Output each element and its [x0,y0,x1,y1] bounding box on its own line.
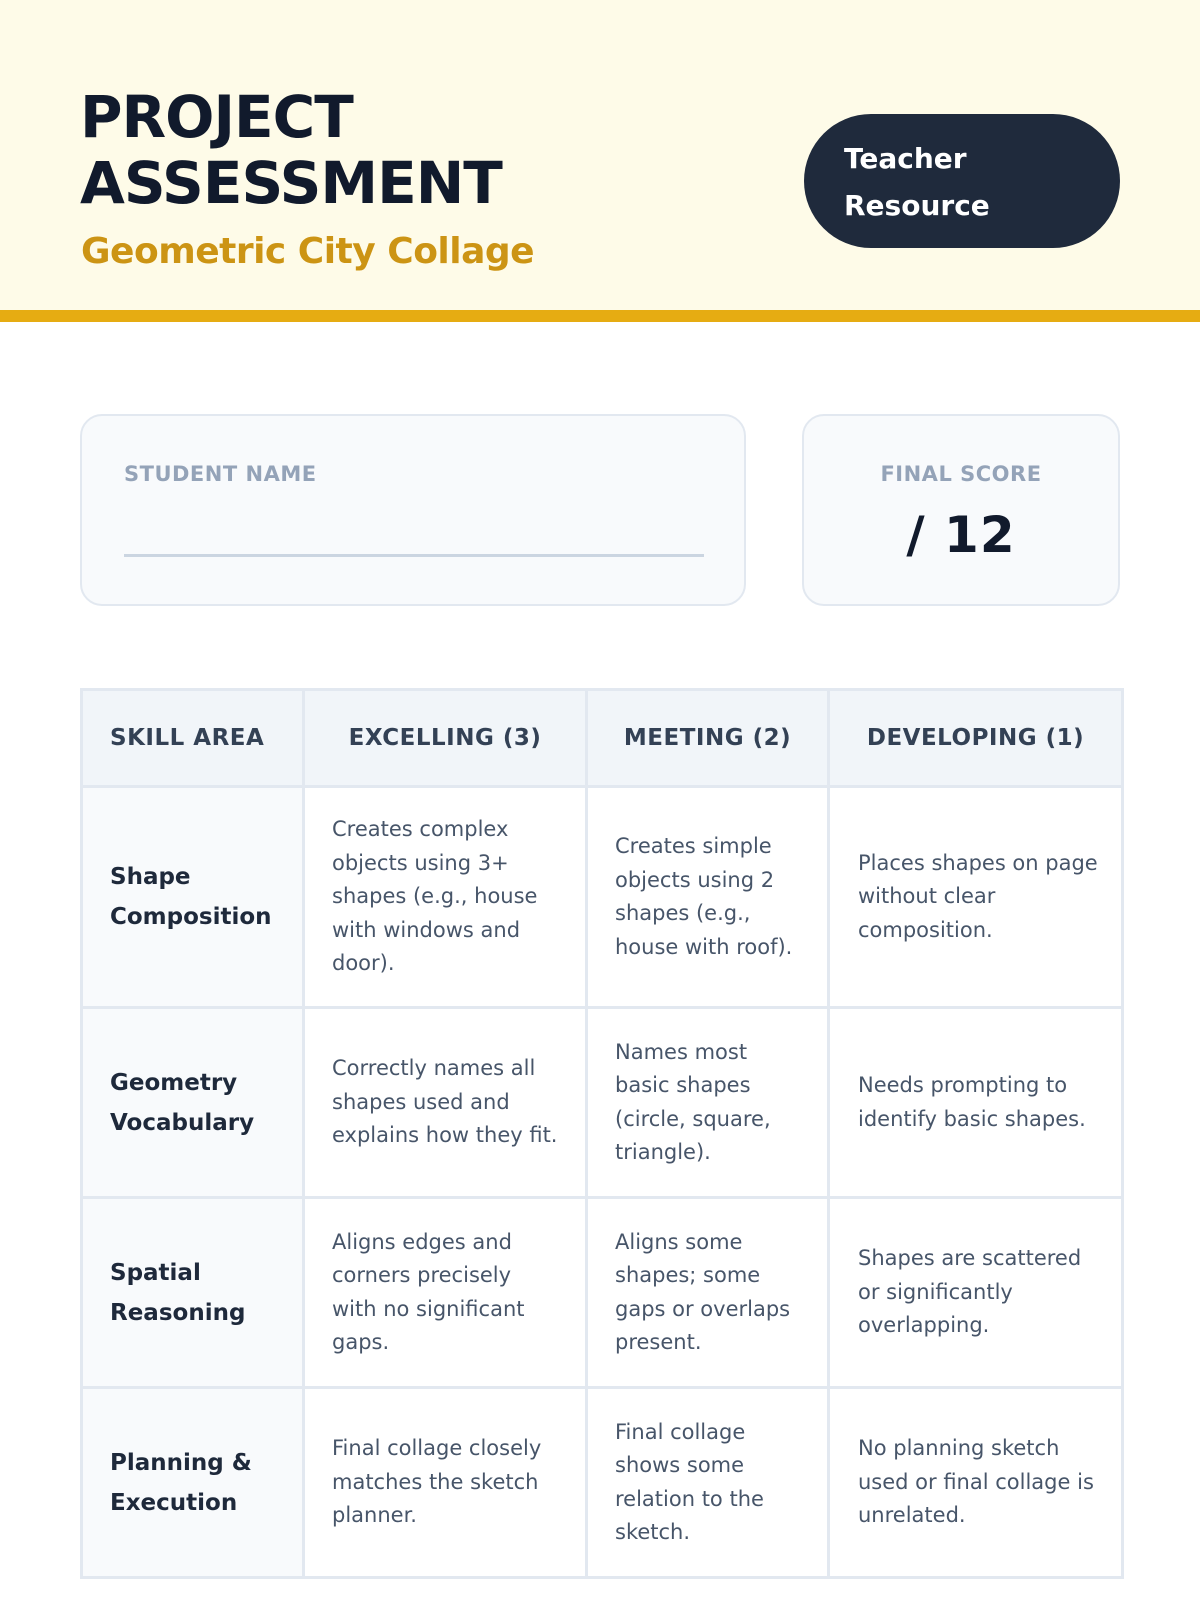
final-score-card [802,414,1120,606]
skill-area-cell: Spatial Reasoning [82,1198,304,1388]
column-header-excelling: EXCELLING (3) [304,690,587,787]
excelling-cell: Creates complex objects using 3+ shapes (e.g., house with windows and door). [304,787,587,1008]
skill-area-cell: Shape Composition [82,787,304,1008]
student-name-line[interactable] [124,554,704,557]
rubric-row-shape-composition [82,787,1123,1008]
excelling-cell: Correctly names all shapes used and explains how they fit. [304,1008,587,1198]
meeting-cell: Aligns some shapes; some gaps or overlaps present. [587,1198,829,1388]
excelling-cell: Final collage closely matches the sketch planner. [304,1388,587,1578]
column-header-developing: DEVELOPING (1) [829,690,1123,787]
project-subtitle: Geometric City Collage [81,231,535,272]
final-score-label: FINAL SCORE [880,462,1042,486]
column-header-meeting: MEETING (2) [587,690,829,787]
skill-area-cell: Planning & Execution [82,1388,304,1578]
developing-cell: No planning sketch used or final collage is unrelated. [829,1388,1123,1578]
rubric-row-spatial-reasoning [82,1198,1123,1388]
developing-cell: Shapes are scattered or significantly overlapping. [829,1198,1123,1388]
badge-line-2: Resource [844,189,990,222]
teacher-resource-badge [804,114,1120,248]
developing-cell: Needs prompting to identify basic shapes. [829,1008,1123,1198]
meeting-cell: Creates simple objects using 2 shapes (e.g., house with roof). [587,787,829,1008]
page-title: PROJECT ASSESSMENT [80,83,502,217]
rubric-row-planning-execution [82,1388,1123,1578]
rubric-table [80,688,1124,1579]
student-name-label: STUDENT NAME [124,462,317,486]
column-header-skill-area: SKILL AREA [82,690,304,787]
skill-area-cell: Geometry Vocabulary [82,1008,304,1198]
header-banner [0,0,1200,322]
rubric-row-geometry-vocabulary [82,1008,1123,1198]
meeting-cell: Final collage shows some relation to the sketch. [587,1388,829,1578]
developing-cell: Places shapes on page without clear composition. [829,787,1123,1008]
rubric-header-row [82,690,1123,787]
excelling-cell: Aligns edges and corners precisely with no significant gaps. [304,1198,587,1388]
final-score-value: / 12 [906,506,1016,564]
student-name-card [80,414,746,606]
badge-line-1: Teacher [844,142,967,175]
meeting-cell: Names most basic shapes (circle, square, triangle). [587,1008,829,1198]
